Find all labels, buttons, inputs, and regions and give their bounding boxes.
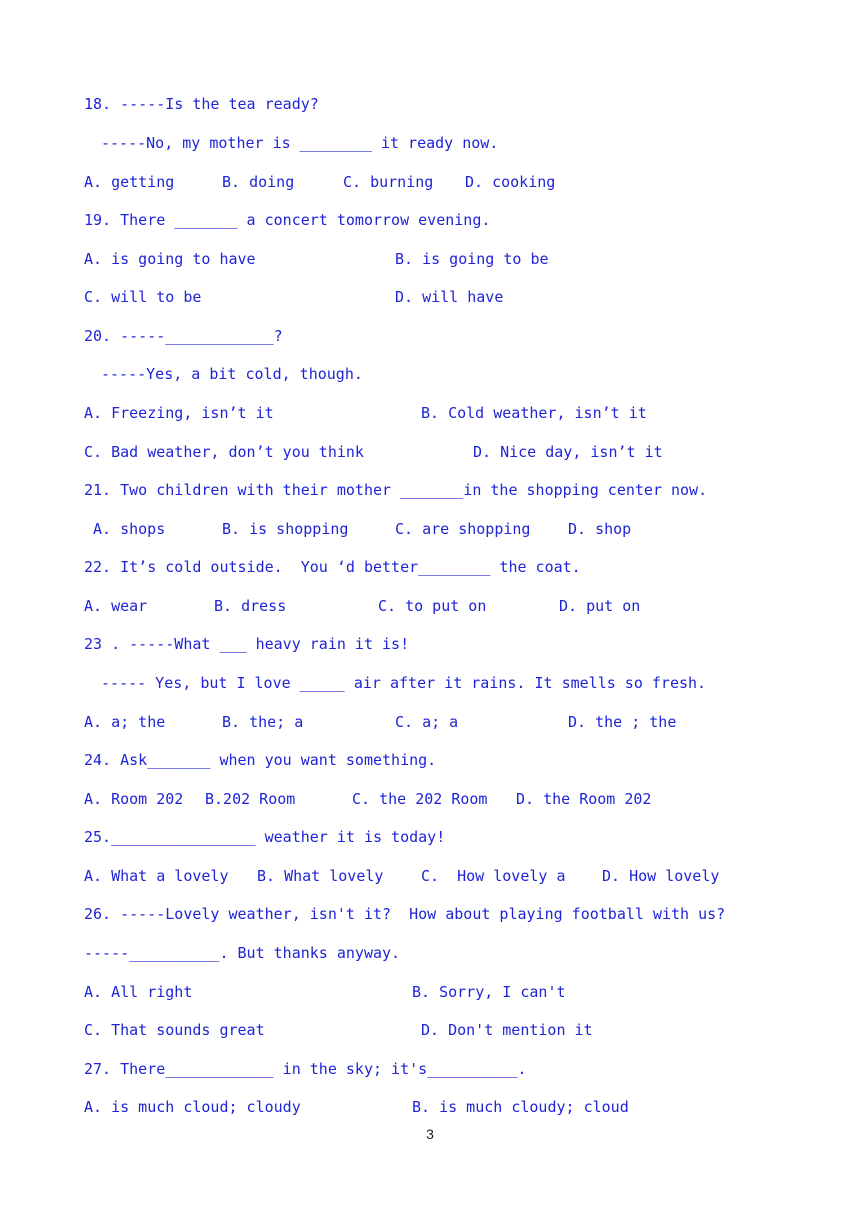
q23-option-a: A. a; the [84, 713, 166, 731]
q22-option-c: C. to put on [378, 597, 487, 615]
q27-option-b: B. is much cloudy; cloud [412, 1098, 629, 1116]
q25-option-c: C. How lovely a [421, 867, 566, 885]
q18-option-d: D. cooking [465, 173, 556, 191]
q18-prompt: 18. -----Is the tea ready? [84, 95, 319, 113]
q26-option-d: D. Don't mention it [421, 1021, 593, 1039]
q21-option-d: D. shop [568, 520, 632, 538]
q25-prompt: 25.________________ weather it is today! [84, 828, 446, 846]
q24-option-a: A. Room 202 [84, 790, 184, 808]
q24-option-d: D. the Room 202 [516, 790, 652, 808]
q20-option-c: C. Bad weather, don’t you think [84, 443, 364, 461]
q23-prompt: 23 . -----What ___ heavy rain it is! [84, 635, 410, 653]
q20-prompt: 20. -----____________? [84, 327, 283, 345]
q18-option-a: A. getting [84, 173, 175, 191]
q25-option-a: A. What a lovely [84, 867, 229, 885]
q26-reply: -----__________. But thanks anyway. [84, 944, 401, 962]
q20-option-b: B. Cold weather, isn’t it [421, 404, 647, 422]
q24-option-c: C. the 202 Room [352, 790, 488, 808]
q18-option-c: C. burning [343, 173, 434, 191]
q21-option-c: C. are shopping [395, 520, 531, 538]
q25-option-d: D. How lovely [602, 867, 720, 885]
q19-prompt: 19. There _______ a concert tomorrow evening. [84, 211, 491, 229]
q24-prompt: 24. Ask_______ when you want something. [84, 751, 437, 769]
q22-option-b: B. dress [214, 597, 287, 615]
q18-option-b: B. doing [222, 173, 295, 191]
q19-option-c: C. will to be [84, 288, 202, 306]
q22-option-a: A. wear [84, 597, 148, 615]
q26-prompt: 26. -----Lovely weather, isn't it? How about playing football with us? [84, 905, 726, 923]
q19-option-d: D. will have [395, 288, 504, 306]
q20-option-d: D. Nice day, isn’t it [473, 443, 663, 461]
q26-option-a: A. All right [84, 983, 193, 1001]
q21-prompt: 21. Two children with their mother _______in the shopping center now. [84, 481, 708, 499]
q19-option-a: A. is going to have [84, 250, 256, 268]
page-number: 3 [426, 1126, 434, 1142]
q24-option-b: B.202 Room [205, 790, 296, 808]
q23-option-b: B. the; a [222, 713, 304, 731]
q22-option-d: D. put on [559, 597, 641, 615]
q21-option-b: B. is shopping [222, 520, 349, 538]
q27-prompt: 27. There____________ in the sky; it's__________. [84, 1060, 527, 1078]
q25-option-b: B. What lovely [257, 867, 384, 885]
q19-option-b: B. is going to be [395, 250, 549, 268]
q20-option-a: A. Freezing, isn’t it [84, 404, 274, 422]
q18-reply: -----No, my mother is ________ it ready now. [101, 134, 499, 152]
q21-option-a: A. shops [93, 520, 166, 538]
q26-option-c: C. That sounds great [84, 1021, 265, 1039]
q22-prompt: 22. It’s cold outside. You ‘d better________ the coat. [84, 558, 581, 576]
q23-option-c: C. a; a [395, 713, 459, 731]
q27-option-a: A. is much cloud; cloudy [84, 1098, 301, 1116]
q20-reply: -----Yes, a bit cold, though. [101, 365, 363, 383]
q23-option-d: D. the ; the [568, 713, 677, 731]
q23-reply: ----- Yes, but I love _____ air after it rains. It smells so fresh. [101, 674, 707, 692]
q26-option-b: B. Sorry, I can't [412, 983, 566, 1001]
